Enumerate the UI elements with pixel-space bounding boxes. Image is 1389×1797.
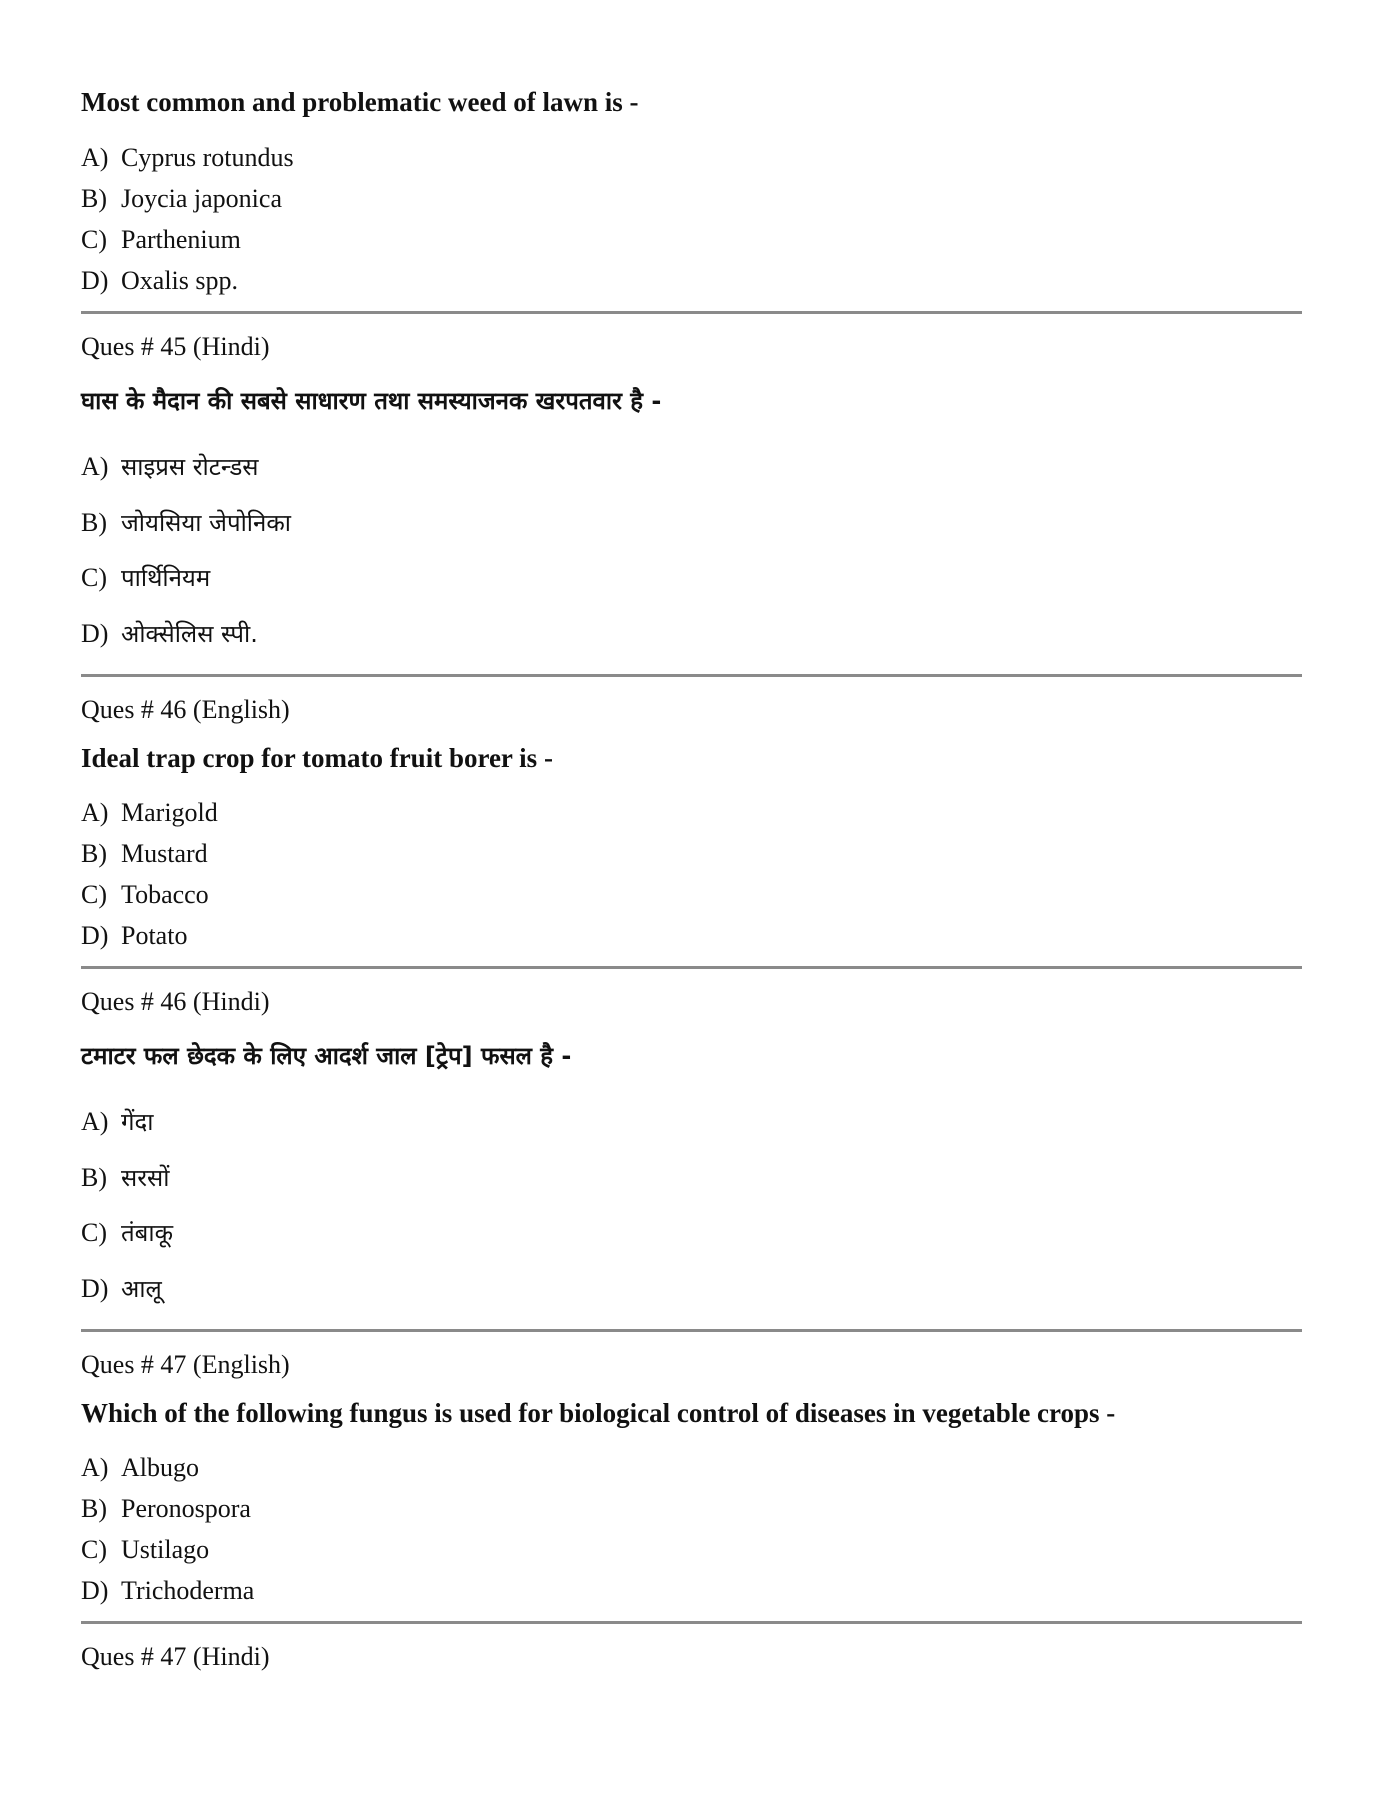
option-b (81, 839, 208, 869)
option-d (81, 619, 258, 649)
option-text: पार्थिनियम (121, 564, 211, 592)
divider (81, 1329, 1302, 1332)
question-label: Ques # 46 (English) (81, 695, 290, 724)
option-letter: C) (81, 225, 107, 254)
option-letter: D) (81, 1576, 109, 1605)
question-label: Ques # 45 (Hindi) (81, 332, 270, 361)
option-a (81, 1453, 199, 1483)
option-text: Potato (121, 921, 188, 950)
option-letter: A) (81, 798, 109, 827)
option-letter: D) (81, 266, 109, 295)
option-letter: B) (81, 839, 107, 868)
option-letter: C) (81, 1535, 107, 1564)
option-letter: D) (81, 921, 109, 950)
question-text: घास के मैदान की सबसे साधारण तथा समस्याजनक खरपतवार है - (81, 387, 662, 415)
option-text: गेंदा (121, 1108, 154, 1136)
option-letter: D) (81, 1274, 109, 1303)
option-text: Ustilago (121, 1535, 210, 1564)
option-d (81, 266, 238, 296)
option-letter: C) (81, 563, 107, 592)
option-letter: B) (81, 1163, 107, 1192)
option-c (81, 563, 210, 593)
option-letter: A) (81, 452, 109, 481)
option-letter: B) (81, 184, 107, 213)
option-text: ओक्सेलिस स्पी. (121, 620, 258, 648)
option-a (81, 452, 259, 482)
option-text: Joycia japonica (121, 184, 282, 213)
divider (81, 1621, 1302, 1624)
option-text: जोयसिया जेपोनिका (121, 509, 291, 537)
option-text: तंबाकू (121, 1219, 174, 1247)
option-letter: A) (81, 143, 109, 172)
option-text: Cyprus rotundus (121, 143, 294, 172)
option-c (81, 225, 241, 255)
option-letter: B) (81, 508, 107, 537)
option-letter: A) (81, 1453, 109, 1482)
question-label: Ques # 47 (Hindi) (81, 1642, 270, 1671)
question-text: Which of the following fungus is used for biological control of diseases in vegetable crops - (81, 1398, 1116, 1428)
divider (81, 674, 1302, 677)
option-text: Oxalis spp. (121, 266, 238, 295)
option-letter: C) (81, 880, 107, 909)
question-label: Ques # 47 (English) (81, 1350, 290, 1379)
option-text: Albugo (121, 1453, 199, 1482)
question-text: Most common and problematic weed of lawn is - (81, 87, 639, 117)
option-d (81, 921, 187, 951)
option-letter: D) (81, 619, 109, 648)
option-letter: A) (81, 1107, 109, 1136)
option-d (81, 1576, 254, 1606)
option-text: Tobacco (121, 880, 209, 909)
option-a (81, 798, 218, 828)
option-b (81, 1494, 251, 1524)
option-c (81, 1535, 209, 1565)
option-text: Trichoderma (121, 1576, 255, 1605)
option-c (81, 880, 209, 910)
option-text: Peronospora (121, 1494, 251, 1523)
question-text: टमाटर फल छेदक के लिए आदर्श जाल [ट्रेप] फसल है - (81, 1042, 572, 1070)
option-text: आलू (121, 1275, 162, 1303)
option-text: साइप्रस रोटन्डस (121, 453, 259, 481)
option-c (81, 1218, 173, 1248)
option-b (81, 508, 291, 538)
option-text: सरसों (121, 1164, 170, 1192)
option-text: Mustard (121, 839, 208, 868)
question-text: Ideal trap crop for tomato fruit borer is - (81, 743, 553, 773)
option-letter: B) (81, 1494, 107, 1523)
question-label: Ques # 46 (Hindi) (81, 987, 270, 1016)
option-letter: C) (81, 1218, 107, 1247)
option-b (81, 184, 282, 214)
option-text: Parthenium (121, 225, 241, 254)
divider (81, 311, 1302, 314)
option-a (81, 1107, 153, 1137)
option-b (81, 1163, 169, 1193)
option-a (81, 143, 294, 173)
option-text: Marigold (121, 798, 218, 827)
option-d (81, 1274, 162, 1304)
divider (81, 966, 1302, 969)
